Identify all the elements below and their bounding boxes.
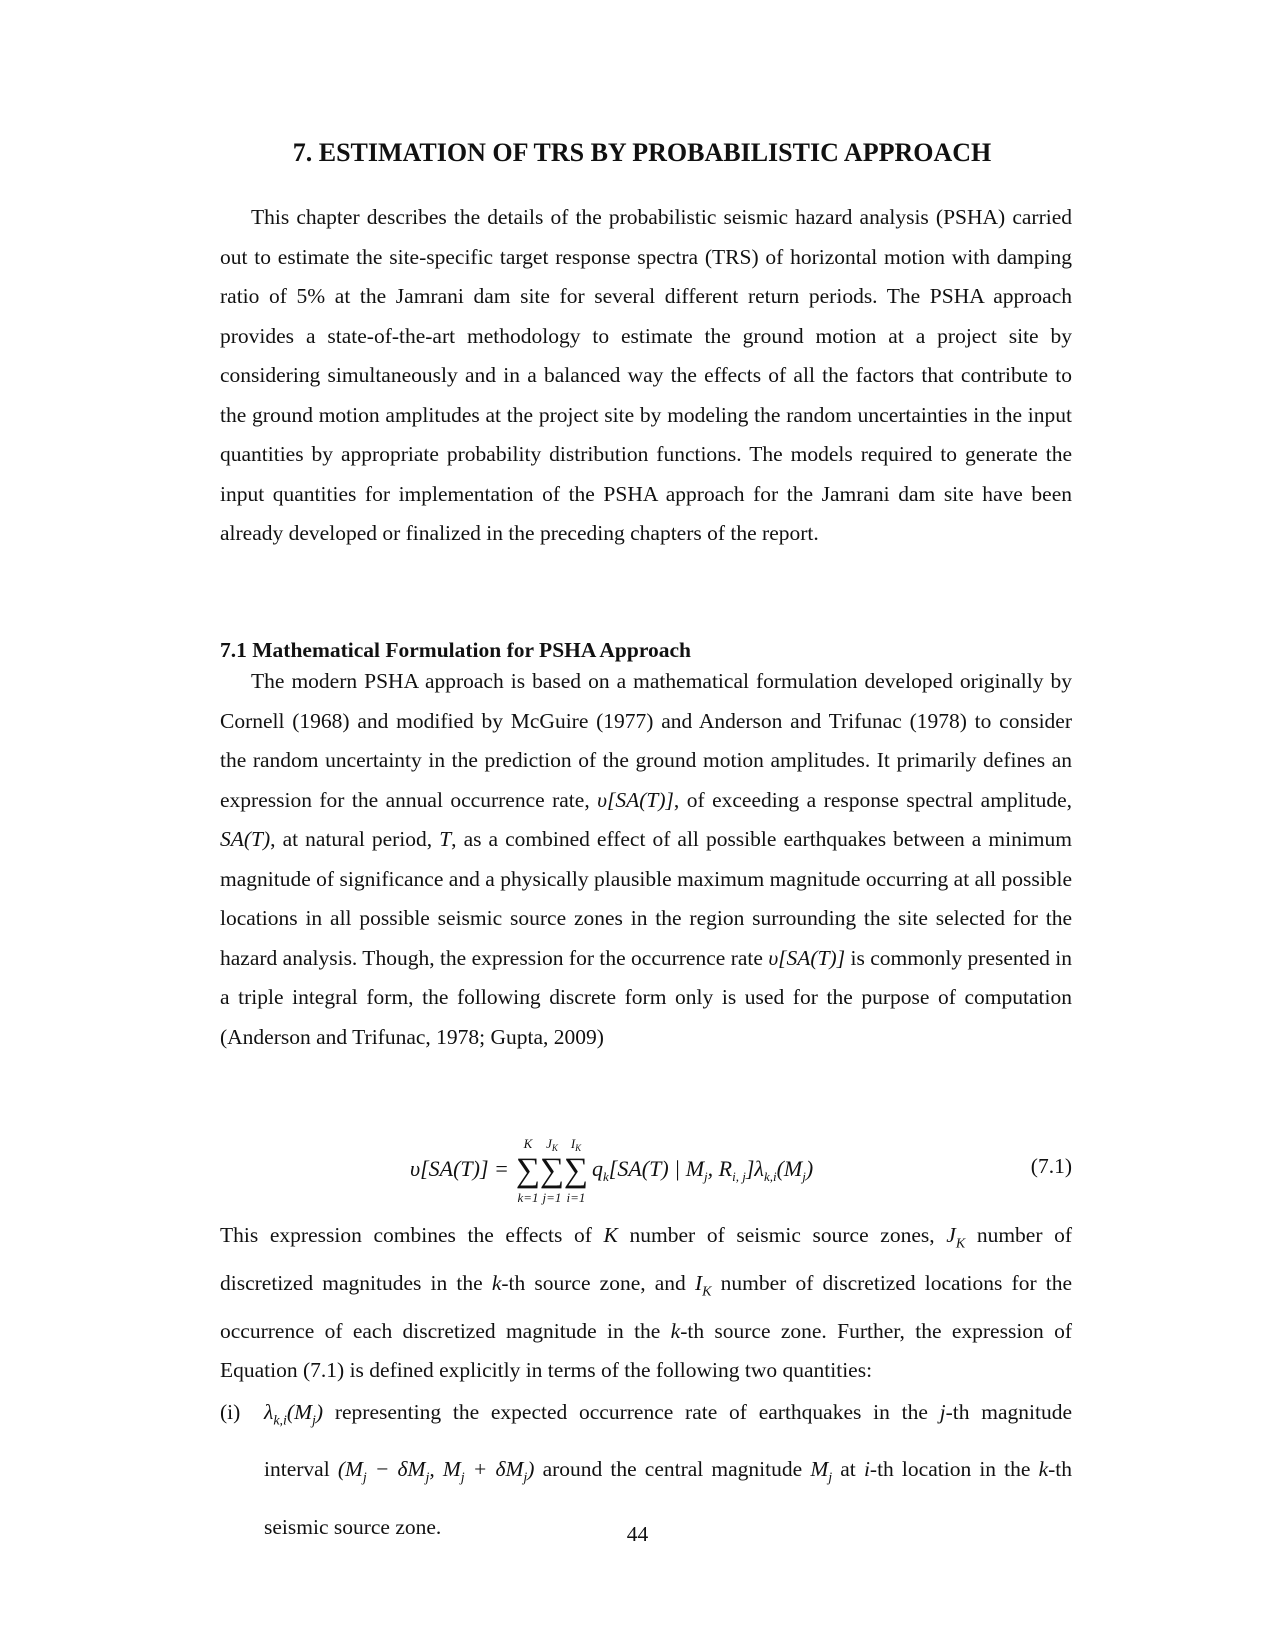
sum-i-sigma: ∑	[563, 1152, 589, 1189]
chapter-title: 7. ESTIMATION OF TRS BY PROBABILISTIC APPROACH	[292, 138, 992, 167]
sum-j-sigma: ∑	[539, 1152, 565, 1189]
rate-symbol: υ[SA(T)]	[597, 787, 674, 812]
sum-j-upper: $J_K$	[546, 1136, 558, 1153]
sum-k-upper: K	[523, 1136, 533, 1151]
equation-number: (7.1)	[1030, 1154, 1072, 1178]
page-number: 44	[626, 1522, 649, 1546]
equation-formula	[410, 1132, 890, 1206]
rate-symbol-2: υ[SA(T)]	[768, 945, 846, 970]
t-symbol: T	[439, 827, 452, 851]
sum-k-lower: k=1	[517, 1190, 539, 1205]
sum-j-lower: j=1	[542, 1190, 562, 1205]
equation-lhs: υ[SA(T)] =	[410, 1156, 509, 1181]
section-paragraph: The modern PSHA approach is based on a mathematical formulation developed originally by Cornell (1968) and modified by McGuire (1977) and Anderson and Trifunac (1978) to consider the random uncertainty in the prediction of the ground motion amplitudes. It primarily defines an expression for the annual occurrence rate, υ[SA(T)], of exceeding a response spectral amplitude, SA(T), at natural period, T, as a combined effect of all possible earthquakes between a minimum magnitude of significance and a physically plausible maximum magnitude occurring at all possible locations in all possible seismic source zones in the region surrounding the site selected for the hazard analysis. Though, the expression for the occurrence rate υ[SA(T)] is commonly presented in a triple integral form, the following discrete form only is used for the purpose of computation (Anderson and Trifunac, 1978; Gupta, 2009)	[220, 669, 1073, 1049]
equation-7-1	[220, 1132, 1072, 1206]
sum-k-sigma: ∑	[515, 1152, 541, 1189]
list-marker: (i)	[220, 1400, 241, 1424]
sa-symbol: SA(T)	[220, 827, 271, 851]
sum-i-lower: i=1	[566, 1190, 586, 1205]
after-equation-paragraph: This expression combines the effects of K number of seismic source zones, $J_K$ number of discretized magnitudes in the k-th source zone, and $I_K$ number of discretized locations for the occurrence of each discretized magnitude in the k-th source zone. Further, the expression of Equation (7.1) is defined explicitly in terms of the following two quantities:	[220, 1223, 1073, 1383]
sum-i-upper: $I_K$	[570, 1136, 582, 1153]
section-title: 7.1 Mathematical Formulation for PSHA Approach	[220, 638, 691, 662]
intro-paragraph: This chapter describes the details of the probabilistic seismic hazard analysis (PSHA) carried out to estimate the site-specific target response spectra (TRS) of horizontal motion with damping ratio of 5% at the Jamrani dam site for several different return periods. The PSHA approach provides a state-of-the-art methodology to estimate the ground motion at a project site by considering simultaneously and in a balanced way the effects of all the factors that contribute to the ground motion amplitudes at the project site by modeling the random uncertainties in the input quantities by appropriate probability distribution functions. The models required to generate the input quantities for implementation of the PSHA approach for the Jamrani dam site have been already developed or finalized in the preceding chapters of the report.	[220, 205, 1072, 545]
equation-summand: $q_k[SA(T)$ | $M_j$, $R_{i, j}]\lambda_{k,i}(M_j)$	[592, 1156, 814, 1184]
list-item-body: $\lambda_{k,i}(M_j)$ representing the expected occurrence rate of earthquakes in the j-th magnitude interval ($M_j - \delta M_j$, $M_j + \delta M_j$) around the central magnitude $M_j$ at i-th location in the k-th seismic source zone.	[264, 1400, 1073, 1539]
